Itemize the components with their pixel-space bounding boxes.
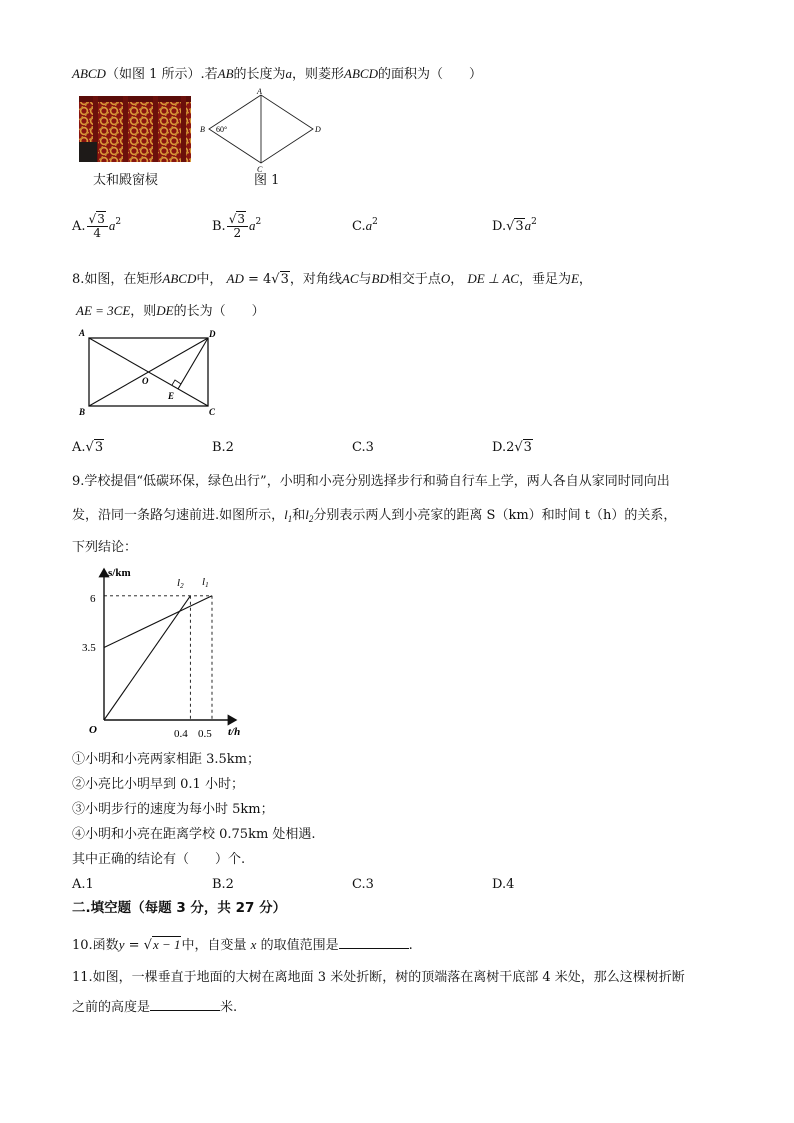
- q8-yu: 与: [358, 272, 372, 287]
- q9-line1: 9.学校提倡“低碳环保，绿色出行”，小明和小亮分别选择步行和骑自行车上学，两人各自从家同时同向出: [72, 474, 670, 489]
- q7-stem: [72, 67, 482, 81]
- q10-y: y: [118, 937, 125, 952]
- q7-option-b[interactable]: B. $\frac{√3}{2}$ $a^2$: [212, 212, 262, 240]
- q9-l2: $l_2$: [305, 507, 314, 524]
- q7-stem-end: 的面积为（ ）: [378, 67, 483, 82]
- q8-eq: = 4: [248, 272, 272, 287]
- q10-x: x: [250, 937, 257, 952]
- rhombus-label-d: D: [315, 125, 321, 134]
- q8-line2-post: ，则: [130, 304, 157, 319]
- q10-mid: 中，自变量: [181, 938, 247, 953]
- q7-stem-pre: （如图 1 所示）.若: [105, 67, 218, 82]
- q9-option-d[interactable]: D.4: [492, 877, 515, 892]
- section-heading: 二.填空题（每题 3 分，共 27 分）: [72, 900, 287, 916]
- window-lattice-photo: [79, 96, 191, 162]
- q11-line2-post: 米.: [220, 1000, 238, 1015]
- q9-l1: $l_1$: [284, 507, 293, 524]
- rect-label-d: D: [209, 329, 216, 339]
- rect-label-a: A: [79, 328, 86, 338]
- q9-statement-1: ①小明和小亮两家相距 3.5km；: [72, 752, 261, 767]
- rect-label-e: E: [168, 391, 175, 401]
- rhombus-label-b: B: [200, 125, 205, 134]
- q7-stem-post: ，则菱形: [292, 67, 345, 82]
- q10-rad: x − 1: [152, 937, 181, 952]
- q8-e: E: [570, 271, 579, 286]
- q7-stem-mid: 的长度为: [233, 67, 286, 82]
- q11-line2-pre: 之前的高度是: [72, 1000, 151, 1015]
- y-axis-label: s/km: [108, 567, 131, 579]
- q7-abcd: ABCD: [72, 66, 106, 81]
- q10-post: 的取值范围是: [260, 938, 339, 953]
- q7-option-a-frac: $\frac{√3}{4}$: [87, 213, 108, 239]
- q8-number: 8.如图，在矩形: [72, 272, 163, 287]
- q7-option-d[interactable]: $D.√3a^2$: [492, 217, 537, 234]
- photo-caption: 太和殿窗棂: [93, 173, 159, 188]
- q8-ad: AD: [226, 271, 244, 286]
- q11-line2: [72, 998, 237, 1014]
- q7-ab: AB: [217, 66, 234, 81]
- q8-cond1: ，对角线: [289, 272, 342, 287]
- rect-label-c: C: [209, 407, 216, 417]
- q9-statement-3: ③小明步行的速度为每小时 5km；: [72, 802, 274, 817]
- q7-a: a: [285, 66, 293, 81]
- q7-option-d-letter: D.: [492, 219, 507, 234]
- q7-abcd-2: ABCD: [344, 66, 378, 81]
- q9-option-b[interactable]: B.2: [212, 877, 234, 892]
- q8-option-b-text: B.2: [212, 440, 234, 455]
- q8-cross: 相交于点: [388, 272, 441, 287]
- q10: 10.函数y = √x − 1中，自变量 x 的取值范围是 .: [72, 937, 413, 953]
- origin-label: O: [89, 724, 97, 736]
- q8-perp: DE ⊥ AC: [467, 271, 519, 286]
- q8-de: DE: [156, 303, 174, 318]
- tick-y6: 6: [90, 593, 96, 605]
- q9-line2: [72, 508, 676, 524]
- label-l2: l2: [177, 577, 184, 590]
- q8-option-b[interactable]: [212, 441, 234, 454]
- q7-option-b-var: a: [248, 218, 256, 233]
- tick-x05: 0.5: [198, 728, 212, 740]
- right-angle-mark: [172, 380, 181, 385]
- distance-time-graph: [76, 563, 256, 743]
- line-l2: [104, 596, 190, 720]
- q9-statement-4: ④小明和小亮在距离学校 0.75km 处相遇.: [72, 827, 316, 842]
- rect-label-b: B: [79, 407, 86, 417]
- line-l1: [104, 596, 212, 648]
- q8-bd: BD: [371, 271, 389, 286]
- q8-zh: 中，: [196, 272, 223, 287]
- q8-cond2-post: ，垂足为: [518, 272, 571, 287]
- q7-option-c[interactable]: $C.a^2$: [352, 217, 378, 234]
- q10-answer-blank[interactable]: [339, 936, 409, 949]
- q7-option-a-letter: A.: [72, 219, 86, 234]
- q9-ask: 其中正确的结论有（ ）个.: [72, 852, 246, 867]
- rhombus-angle-label: 60°: [216, 125, 228, 134]
- rhombus-figure: [199, 87, 325, 173]
- q9-and: 和: [292, 508, 306, 523]
- rect-label-o: O: [142, 376, 149, 386]
- q7-option-a[interactable]: A. $\frac{√3}{4}$ $a^2$: [72, 212, 122, 240]
- q8-option-c[interactable]: [352, 441, 374, 454]
- q7-option-d-var: a: [524, 218, 532, 233]
- x-axis-label: t/h: [228, 726, 241, 738]
- q7-option-b-letter: B.: [212, 219, 226, 234]
- q11-answer-blank[interactable]: [150, 998, 220, 1011]
- q7-option-a-var: a: [108, 218, 116, 233]
- tick-y35: 3.5: [82, 642, 96, 654]
- q8-option-d[interactable]: D.2√3: [492, 440, 532, 455]
- tick-x04: 0.4: [174, 728, 188, 740]
- q8-ae: AE = 3CE: [76, 303, 131, 318]
- q7-option-c-var: a: [365, 218, 373, 233]
- q7-option-b-frac: $\frac{√3}{2}$: [227, 213, 248, 239]
- q8-stem-line1: 8.如图，在矩形ABCD中， AD = 4√3，对角线AC与BD相交于点O， DE ⊥ AC，垂足为E，: [72, 271, 592, 287]
- rhombus-label-c: C: [257, 165, 263, 173]
- q8-option-d-letter: D.2: [492, 440, 515, 455]
- label-l1: l1: [202, 576, 209, 589]
- segment-de: [178, 338, 208, 389]
- rhombus-label-a: A: [257, 87, 262, 96]
- q9-statement-2: ②小亮比小明早到 0.1 小时；: [72, 777, 244, 792]
- q10-eq: =: [128, 938, 140, 953]
- rectangle-figure: [76, 328, 226, 422]
- q9-line3: 下列结论：: [72, 540, 138, 555]
- q8-abcd: ABCD: [162, 271, 197, 286]
- q8-option-a-letter: A.: [72, 440, 86, 455]
- q9-line2-post: 分别表示两人到小亮家的距离 S（km）和时间 t（h）的关系，: [313, 508, 677, 523]
- q10-pre: 10.函数: [72, 938, 119, 953]
- q9-option-a[interactable]: A.1: [72, 877, 94, 892]
- q8-ac: AC: [341, 271, 359, 286]
- q8-o: O: [440, 271, 451, 286]
- q8-option-c-text: C.3: [352, 440, 374, 455]
- q8-ask: 的长为（ ）: [173, 304, 265, 319]
- q8-stem-line2: [76, 304, 265, 318]
- q7-option-c-letter: C.: [352, 219, 366, 234]
- q8-option-a[interactable]: A.√3: [72, 440, 104, 455]
- q9-line2-pre: 发，沿同一条路匀速前进.如图所示，: [72, 508, 285, 523]
- figure1-caption: 图 1: [254, 173, 280, 188]
- q9-option-c[interactable]: C.3: [352, 877, 374, 892]
- q11-line1: 11.如图，一棵垂直于地面的大树在离地面 3 米处折断，树的顶端落在离树干底部 4 米处，那么这棵树折断: [72, 970, 685, 985]
